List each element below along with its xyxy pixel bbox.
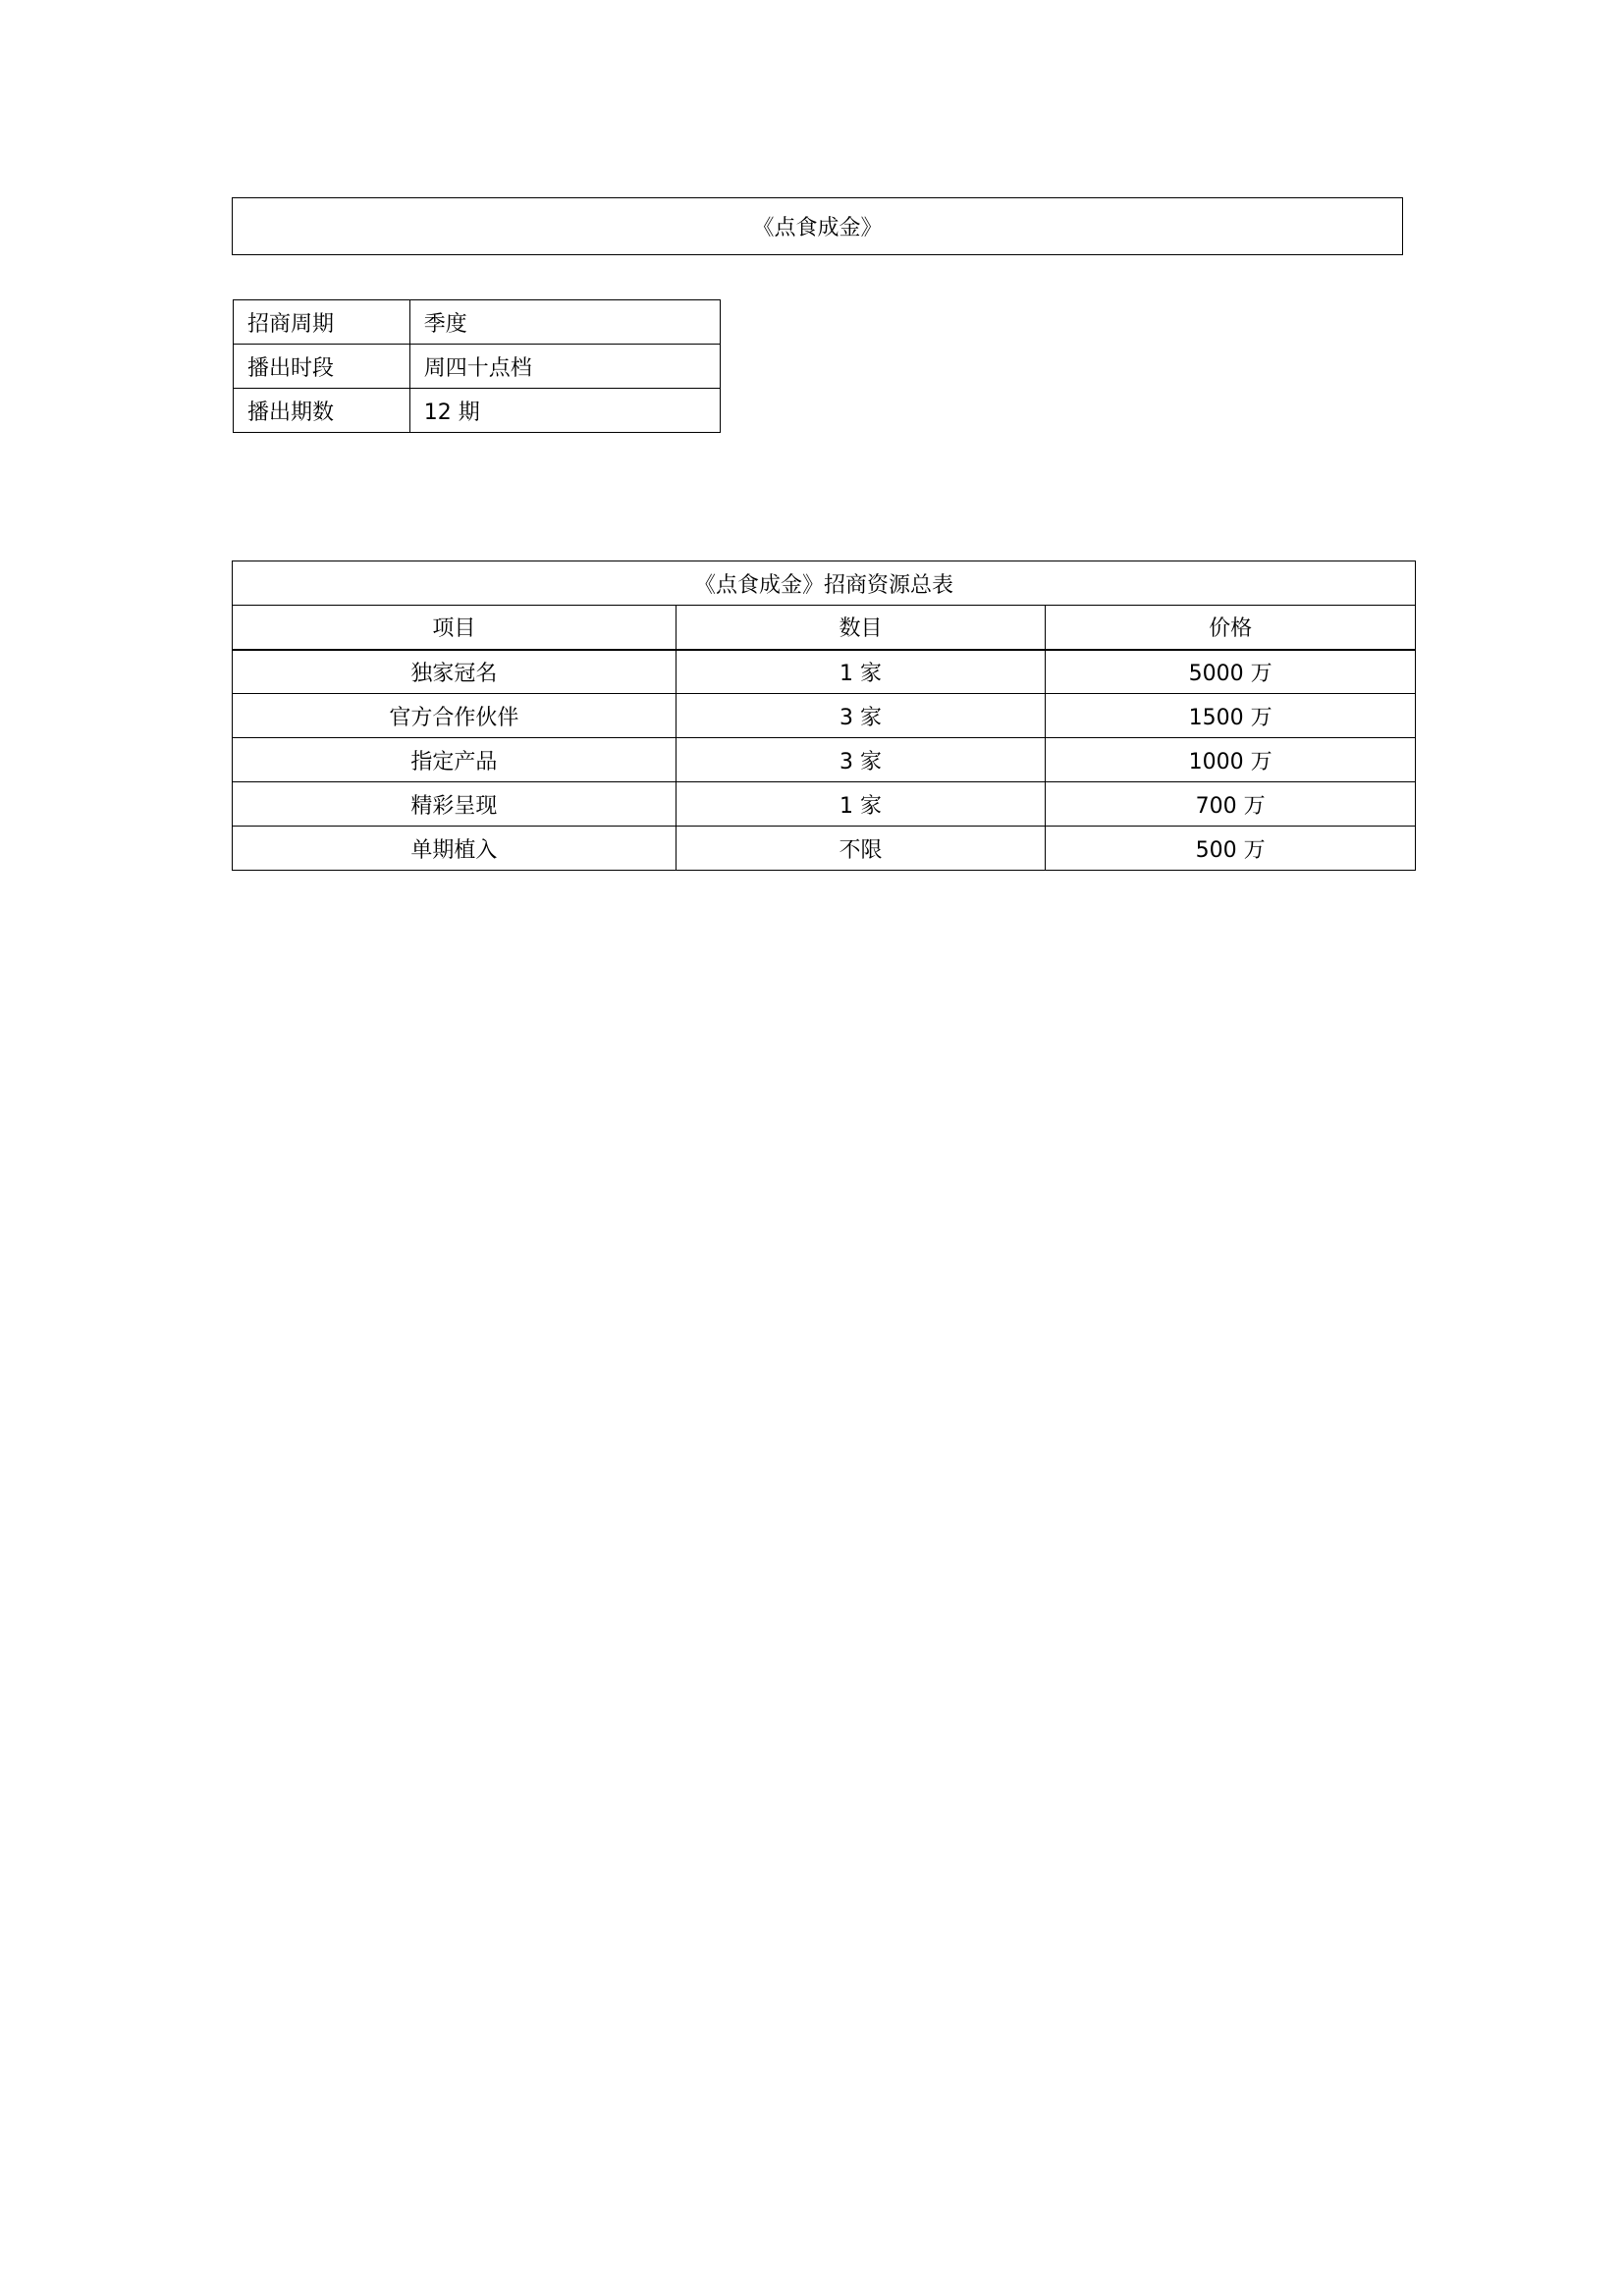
info-row [234,345,721,389]
cell-count: 3 家 [676,694,1046,738]
info-value: 季度 [409,300,720,345]
cell-item: 单期植入 [233,827,677,871]
table-row [233,782,1416,827]
header-count: 数目 [676,606,1046,650]
table-row [233,827,1416,871]
cell-count: 1 家 [676,650,1046,694]
info-value: 12 期 [409,389,720,433]
info-key: 招商周期 [234,300,410,345]
info-row [234,389,721,433]
cell-price: 700 万 [1046,782,1416,827]
cell-count: 1 家 [676,782,1046,827]
document-title: 《点食成金》 [752,216,883,240]
table-row [233,694,1416,738]
table-caption: 《点食成金》招商资源总表 [233,561,1416,606]
cell-price: 1000 万 [1046,738,1416,782]
table-header-row [233,606,1416,650]
info-key: 播出时段 [234,345,410,389]
table-caption-row [233,561,1416,606]
cell-item: 指定产品 [233,738,677,782]
info-table [233,299,721,433]
header-price: 价格 [1046,606,1416,650]
cell-price: 1500 万 [1046,694,1416,738]
cell-item: 精彩呈现 [233,782,677,827]
document-title-box [232,197,1403,255]
header-item: 项目 [233,606,677,650]
cell-price: 5000 万 [1046,650,1416,694]
cell-item: 官方合作伙伴 [233,694,677,738]
info-row [234,300,721,345]
resources-table [232,561,1416,871]
info-key: 播出期数 [234,389,410,433]
cell-count: 不限 [676,827,1046,871]
info-value: 周四十点档 [409,345,720,389]
table-row [233,738,1416,782]
cell-item: 独家冠名 [233,650,677,694]
cell-count: 3 家 [676,738,1046,782]
cell-price: 500 万 [1046,827,1416,871]
table-row [233,650,1416,694]
